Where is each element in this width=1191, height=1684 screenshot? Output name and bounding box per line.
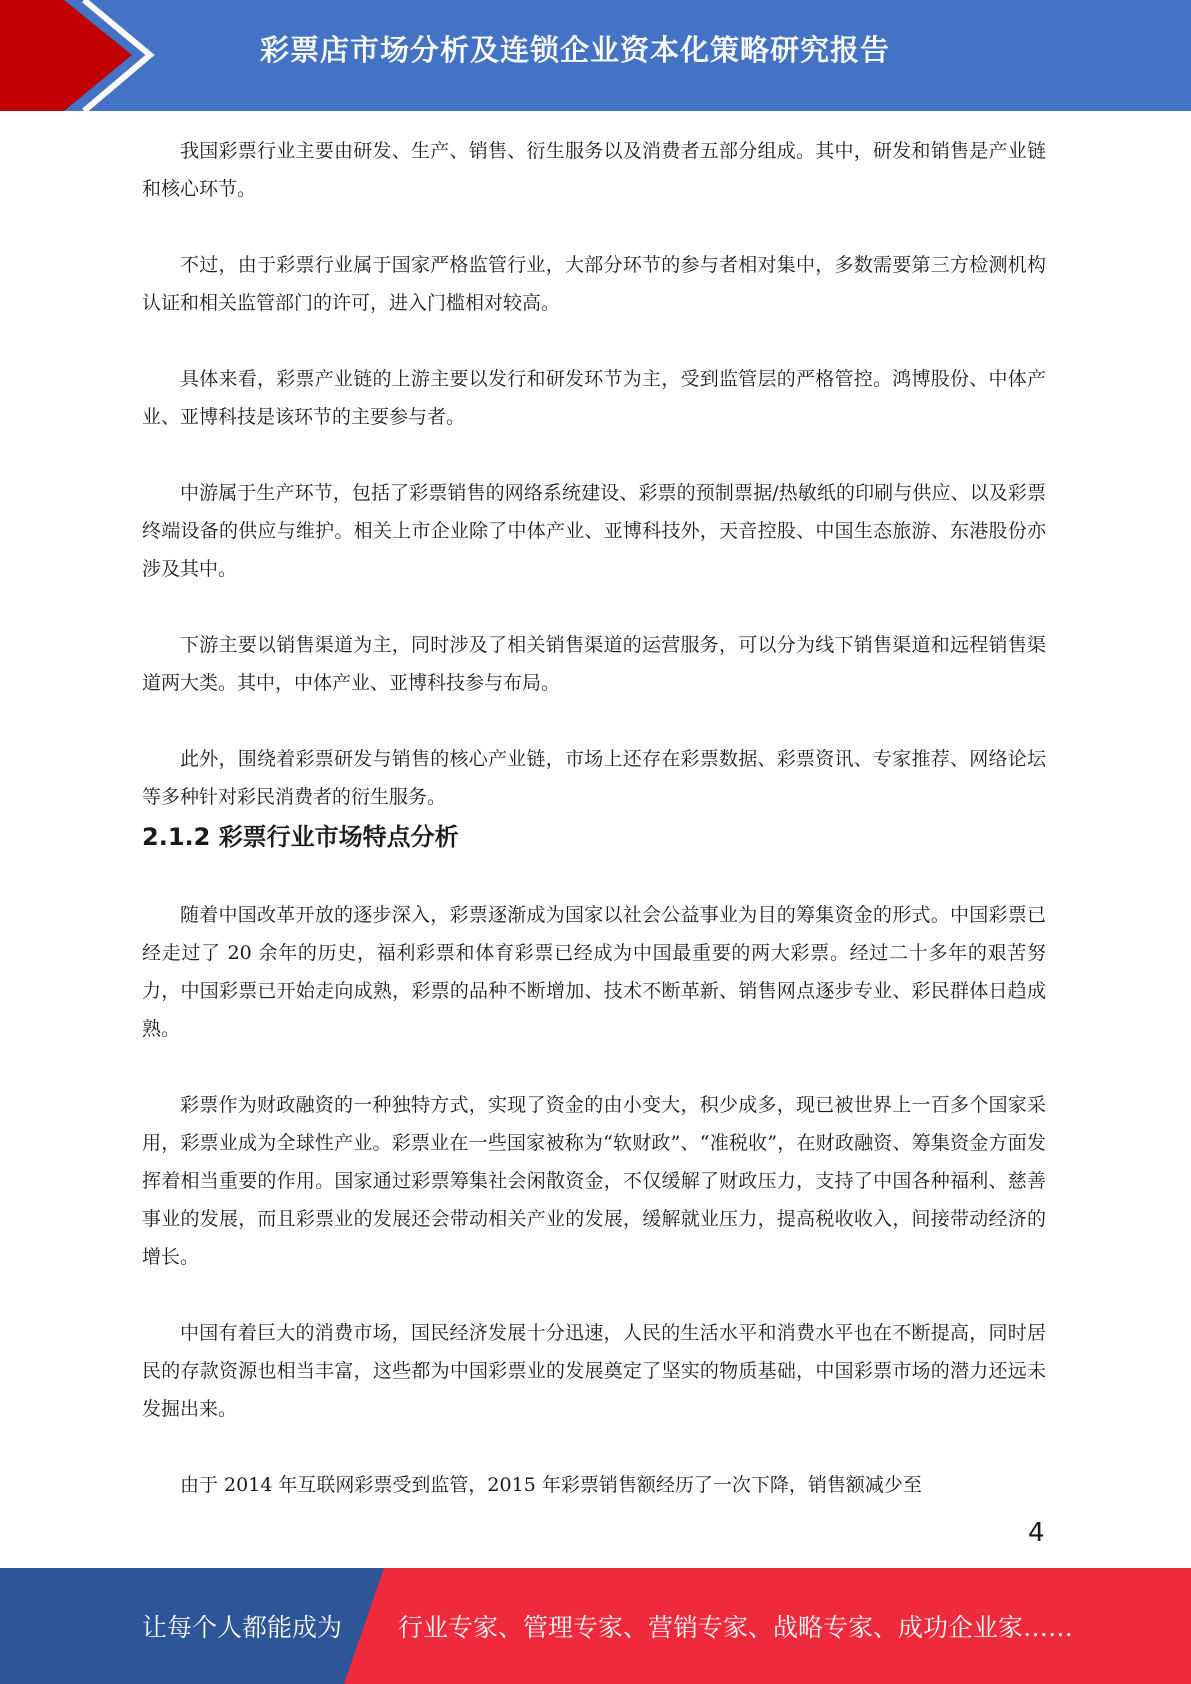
paragraph: 中国有着巨大的消费市场，国民经济发展十分迅速，人民的生活水平和消费水平也在不断提高，同时居民的存款资源也相当丰富，这些都为中国彩票业的发展奠定了坚实的物质基础，中国彩票市场的潜力还远未发掘出来。 <box>142 1322 1046 1420</box>
page-number: 4 <box>1028 1518 1045 1548</box>
paragraph: 不过，由于彩票行业属于国家严格监管行业，大部分环节的参与者相对集中，多数需要第三方检测机构认证和相关监管部门的许可，进入门槛相对较高。 <box>142 254 1046 314</box>
footer-slogan-right: 行业专家、管理专家、营销专家、战略专家、成功企业家…… <box>398 1613 1074 1642</box>
paragraph: 我国彩票行业主要由研发、生产、销售、衍生服务以及消费者五部分组成。其中，研发和销售是产业链和核心环节。 <box>142 140 1046 200</box>
paragraph: 由于 2014 年互联网彩票受到监管，2015 年彩票销售额经历了一次下降，销售额减少至 <box>180 1474 922 1496</box>
page-footer <box>0 1568 1191 1684</box>
footer-slogan-left: 让每个人都能成为 <box>142 1613 343 1642</box>
section-heading: 2.1.2 彩票行业市场特点分析 <box>142 823 459 851</box>
paragraph: 下游主要以销售渠道为主，同时涉及了相关销售渠道的运营服务，可以分为线下销售渠道和远程销售渠道两大类。其中，中体产业、亚博科技参与布局。 <box>142 634 1046 694</box>
paragraph: 具体来看，彩票产业链的上游主要以发行和研发环节为主，受到监管层的严格管控。鸿博股份、中体产业、亚博科技是该环节的主要参与者。 <box>142 368 1046 428</box>
paragraph: 此外，围绕着彩票研发与销售的核心产业链，市场上还存在彩票数据、彩票资讯、专家推荐、网络论坛等多种针对彩民消费者的衍生服务。 <box>142 748 1046 808</box>
page-header <box>0 0 1191 111</box>
paragraph: 彩票作为财政融资的一种独特方式，实现了资金的由小变大，积少成多，现已被世界上一百多个国家采用，彩票业成为全球性产业。彩票业在一些国家被称为“软财政”、“准税收”，在财政融资、筹集资金方面发挥着相当重要的作用。国家通过彩票筹集社会闲散资金，不仅缓解了财政压力，支持了中国各种福利、慈善事业的发展，而且彩票业的发展还会带动相关产业的发展，缓解就业压力，提高税收收入，间接带动经济的增长。 <box>142 1094 1046 1268</box>
report-title: 彩票店市场分析及连锁企业资本化策略研究报告 <box>260 33 891 67</box>
paragraph: 中游属于生产环节，包括了彩票销售的网络系统建设、彩票的预制票据/热敏纸的印刷与供应、以及彩票终端设备的供应与维护。相关上市企业除了中体产业、亚博科技外，天音控股、中国生态旅游、东港股份亦涉及其中。 <box>142 482 1046 580</box>
paragraph: 随着中国改革开放的逐步深入，彩票逐渐成为国家以社会公益事业为目的筹集资金的形式。中国彩票已经走过了 20 余年的历史，福利彩票和体育彩票已经成为中国最重要的两大彩票。经过二十多年的艰苦努力，中国彩票已开始走向成熟，彩票的品种不断增加、技术不断革新、销售网点逐步专业、彩民群体日趋成熟。 <box>142 904 1046 1040</box>
document-body <box>142 132 1046 1504</box>
